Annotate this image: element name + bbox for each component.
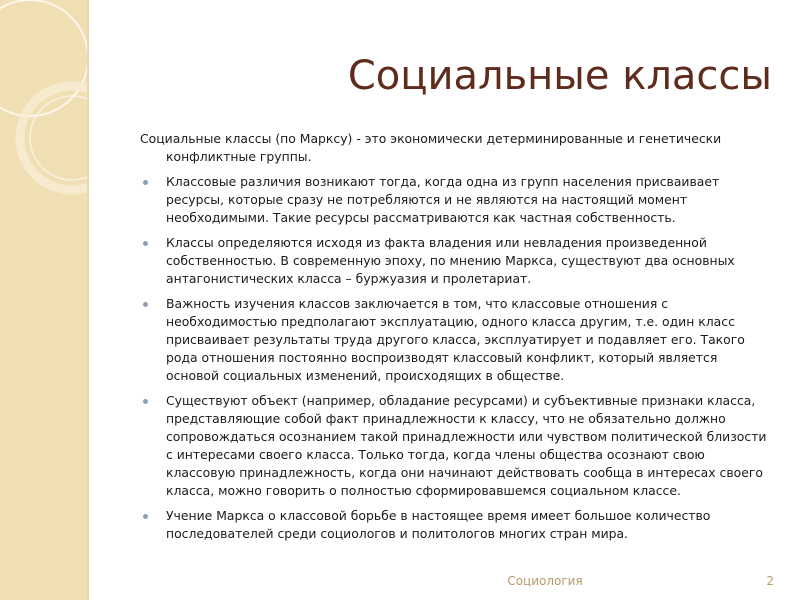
bullet-item: Существуют объект (например, обладание ресурсами) и субъективные признаки класса, представляющие собой факт принадлежности к классу, что не обязательно должно сопровождаться осознанием такой принадлежности или чувством политической близости с интересами своего класса. Только тогда, когда члены общества осознают свою классовую принадлежность, когда они начинают действовать сообща в интересах своего класса, можно говорить о полностью сформировавшемся социальном классе. <box>140 392 772 500</box>
page-number: 2 <box>766 574 774 588</box>
bullet-item: Классы определяются исходя из факта владения или невладения произведенной собственностью. В современную эпоху, по мнению Маркса, существуют два основных антагонистических класса – буржуазия и пролетариат. <box>140 234 772 288</box>
sidebar-edge <box>87 0 89 600</box>
bullet-item: Классовые различия возникают тогда, когда одна из групп населения присваивает ресурсы, которые сразу не потребляются и не являются на настоящий момент необходимыми. Такие ресурсы рассматриваются как частная собственность. <box>140 173 772 227</box>
slide-title: Социальные классы <box>347 53 772 99</box>
bullet-item: Важность изучения классов заключается в том, что классовые отношения с необходимостью предполагают эксплуатацию, одного класса другим, т.е. один класс присваивает результаты труда другого класса, эксплуатирует и подавляет его. Такого рода отношения постоянно воспроизводят классовый конфликт, который является основой социальных изменений, происходящих в обществе. <box>140 295 772 385</box>
bullet-item: Учение Маркса о классовой борьбе в настоящее время имеет большое количество последователей среди социологов и политологов многих стран мира. <box>140 507 772 543</box>
decorative-circles-graphic <box>0 0 87 600</box>
footer-label: Социология <box>507 574 583 588</box>
intro-paragraph: Социальные классы (по Марксу) - это экономически детерминированные и генетически конфликтные группы. <box>140 131 722 164</box>
slide-body <box>140 130 772 550</box>
decorative-sidebar <box>0 0 87 600</box>
